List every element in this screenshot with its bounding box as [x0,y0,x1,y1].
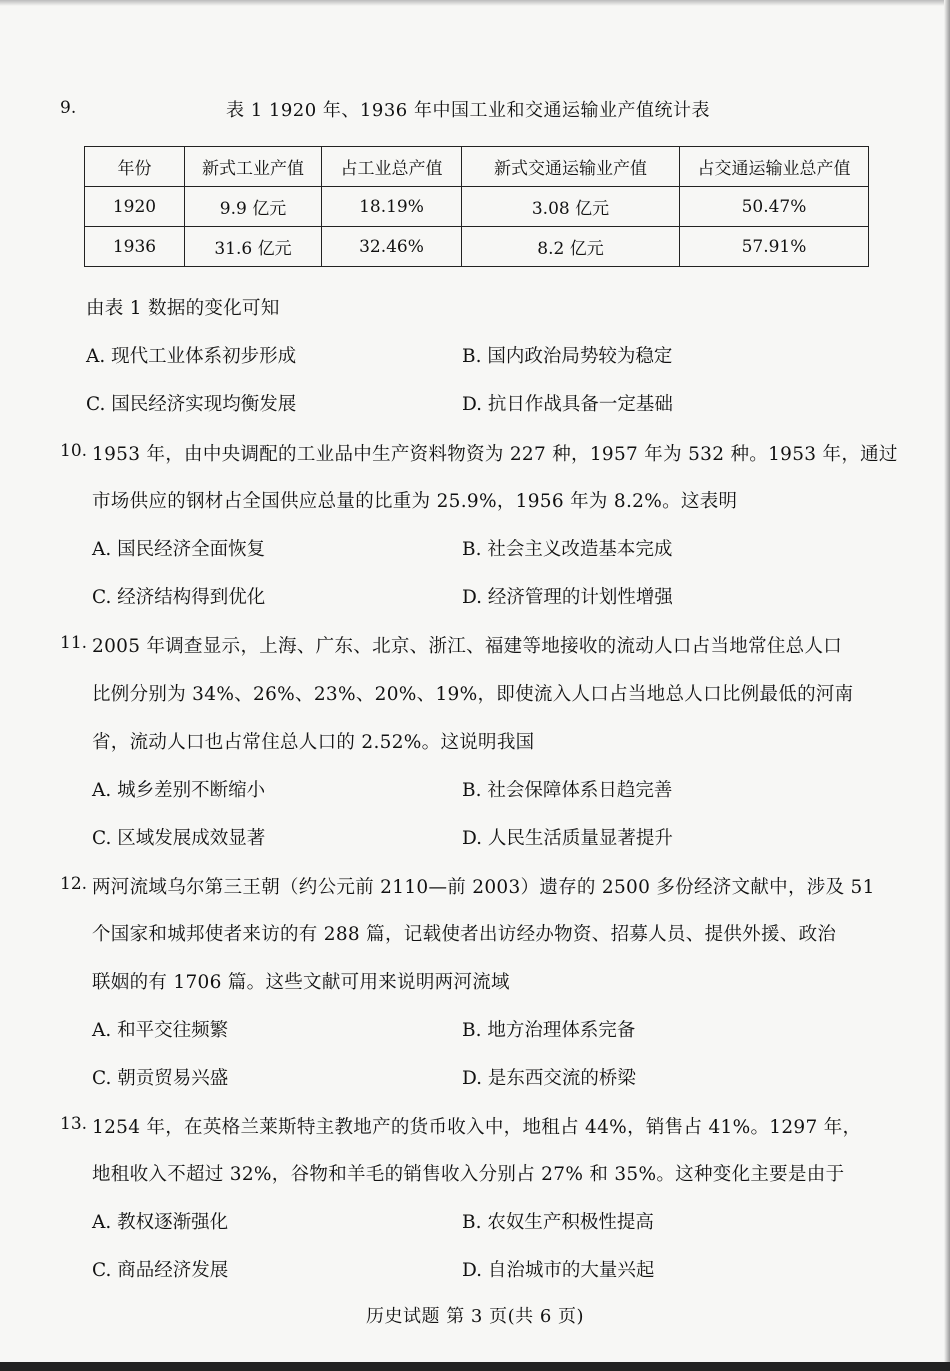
table-header-cell: 新式工业产值 [185,147,322,187]
question-11-option-b[interactable]: B. 社会保障体系日趋完善 [462,780,673,801]
page-footer: 历史试题 第 3 页(共 6 页) [365,1306,585,1327]
table-row [85,227,869,267]
question-11-option-a[interactable]: A. 城乡差别不断缩小 [92,780,266,801]
table-1 [84,146,869,267]
table-cell: 31.6 亿元 [185,227,322,267]
question-10-number: 10. [60,441,88,461]
question-11-option-d[interactable]: D. 人民生活质量显著提升 [462,828,673,849]
question-12-option-c[interactable]: C. 朝贡贸易兴盛 [92,1068,229,1089]
table-header-cell: 占工业总产值 [322,147,462,187]
question-11-line: 比例分别为 34%、26%、23%、20%、19%，即使流入人口占当地总人口比例最低的河南 [92,684,854,705]
question-11-option-c[interactable]: C. 区域发展成效显著 [92,828,266,849]
table-header-cell: 新式交通运输业产值 [462,147,680,187]
question-12-line: 联姻的有 1706 篇。这些文献可用来说明两河流域 [92,972,510,993]
question-13-option-c[interactable]: C. 商品经济发展 [92,1260,229,1281]
table-cell: 1936 [85,227,185,267]
table-cell: 32.46% [322,227,462,267]
question-11-line: 2005 年调查显示，上海、广东、北京、浙江、福建等地接收的流动人口占当地常住总人口 [92,636,843,657]
question-12-line: 两河流域乌尔第三王朝（约公元前 2110—前 2003）遗存的 2500 多份经济文献中，涉及 51 [92,877,875,898]
table-header-row [85,147,869,187]
question-13-option-d[interactable]: D. 自治城市的大量兴起 [462,1260,655,1281]
scan-edge-bottom [0,1362,950,1371]
table-cell: 8.2 亿元 [462,227,680,267]
question-13-line: 1254 年，在英格兰莱斯特主教地产的货币收入中，地租占 44%，销售占 41%。1297 年， [92,1117,862,1138]
question-9-option-d[interactable]: D. 抗日作战具备一定基础 [462,394,673,415]
question-10-line: 市场供应的钢材占全国供应总量的比重为 25.9%，1956 年为 8.2%。这表明 [92,491,738,512]
table-row [85,187,869,227]
question-9-option-c[interactable]: C. 国民经济实现均衡发展 [86,394,297,415]
question-10-option-d[interactable]: D. 经济管理的计划性增强 [462,587,673,608]
question-10-option-c[interactable]: C. 经济结构得到优化 [92,587,266,608]
question-10-option-a[interactable]: A. 国民经济全面恢复 [92,539,266,560]
question-10-option-b[interactable]: B. 社会主义改造基本完成 [462,539,673,560]
question-13-option-a[interactable]: A. 教权逐渐强化 [92,1212,229,1233]
question-13-line: 地租收入不超过 32%，谷物和羊毛的销售收入分别占 27% 和 35%。这种变化主要是由于 [92,1164,845,1185]
table-header-cell: 占交通运输业总产值 [680,147,869,187]
scan-edge-right [944,0,950,1371]
table-cell: 50.47% [680,187,869,227]
question-12-option-a[interactable]: A. 和平交往频繁 [92,1020,229,1041]
question-12-line: 个国家和城邦使者来访的有 288 篇，记载使者出访经办物资、招募人员、提供外援、政治 [92,924,837,945]
table-cell: 18.19% [322,187,462,227]
question-9-number: 9. [60,98,77,118]
question-9-option-a[interactable]: A. 现代工业体系初步形成 [86,346,297,367]
scan-edge-top [0,0,950,6]
table-cell: 1920 [85,187,185,227]
question-12-option-d[interactable]: D. 是东西交流的桥梁 [462,1068,636,1089]
question-13-option-b[interactable]: B. 农奴生产积极性提高 [462,1212,654,1233]
question-13-number: 13. [60,1114,88,1134]
question-9-stem: 由表 1 数据的变化可知 [86,298,280,319]
table-cell: 9.9 亿元 [185,187,322,227]
table-cell: 3.08 亿元 [462,187,680,227]
question-12-number: 12. [60,874,88,894]
table-1-title: 表 1 1920 年、1936 年中国工业和交通运输业产值统计表 [226,100,710,121]
table-header-cell: 年份 [85,147,185,187]
question-11-number: 11. [60,633,88,653]
question-12-option-b[interactable]: B. 地方治理体系完备 [462,1020,636,1041]
question-11-line: 省，流动人口也占常住总人口的 2.52%。这说明我国 [92,732,535,753]
question-10-line: 1953 年，由中央调配的工业品中生产资料物资为 227 种，1957 年为 532 种。1953 年，通过 [92,444,898,465]
question-9-option-b[interactable]: B. 国内政治局势较为稳定 [462,346,673,367]
table-cell: 57.91% [680,227,869,267]
